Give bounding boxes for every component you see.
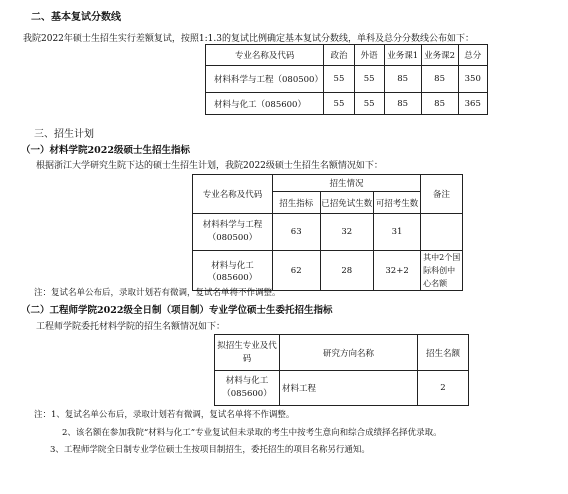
cell-politics: 55 — [324, 93, 354, 115]
cell-total: 350 — [458, 66, 487, 93]
table-row — [193, 214, 463, 251]
col-major: 拟招生专业及代码 — [215, 335, 280, 371]
cutoff-table — [205, 44, 488, 115]
table-row — [215, 371, 469, 406]
cell-quota: 63 — [272, 214, 320, 251]
col-quota: 招生名额 — [418, 335, 469, 371]
table-header-row — [206, 45, 488, 66]
cell-course2: 85 — [421, 93, 458, 115]
entrust-table — [214, 334, 469, 406]
cell-course1: 85 — [384, 93, 421, 115]
entrust-intro: 工程师学院委托材料学院的招生名额情况如下： — [36, 322, 226, 332]
table-row — [206, 66, 488, 93]
cell-major: 材料与化工（085600） — [215, 371, 280, 406]
col-remark: 备注 — [421, 175, 463, 214]
plan-intro: 根据浙江大学研究生院下达的硕士生招生计划，我院2022级硕士生招生名额情况如下： — [36, 161, 383, 171]
cell-total: 365 — [458, 93, 487, 115]
subsection-title-1: （一）材料学院2022级硕士生招生指标 — [21, 145, 190, 156]
col-major: 专业名称及代码 — [193, 175, 273, 214]
section-heading-cutoff: 二、基本复试分数线 — [31, 12, 121, 23]
entrust-note-1: 注：1、复试名单公布后，录取计划若有微调，复试名单将不作调整。 — [34, 410, 295, 420]
col-exempt: 已招免试生数 — [320, 192, 373, 214]
cell-major: 材料与化工（085600） — [193, 251, 273, 291]
cell-direction: 材料工程 — [280, 371, 418, 406]
cell-exam: 32+2 — [373, 251, 420, 291]
table-row — [193, 251, 463, 291]
table-header-row — [215, 335, 469, 371]
col-direction: 研究方向名称 — [280, 335, 418, 371]
col-course2: 业务课2 — [421, 45, 458, 66]
cell-remark — [421, 214, 463, 251]
cell-exempt: 28 — [320, 251, 373, 291]
cell-major: 材料与化工（085600） — [206, 93, 324, 115]
cell-quota: 62 — [272, 251, 320, 291]
cell-course2: 85 — [421, 66, 458, 93]
col-language: 外语 — [354, 45, 384, 66]
cell-major: 材料科学与工程（080500） — [193, 214, 273, 251]
col-politics: 政治 — [324, 45, 354, 66]
quota-table — [192, 174, 463, 291]
cell-politics: 55 — [324, 66, 354, 93]
cell-language: 55 — [354, 66, 384, 93]
plan-note: 注：复试名单公布后，录取计划若有微调，复试名单将不作调整。 — [34, 288, 281, 298]
col-course1: 业务课1 — [384, 45, 421, 66]
table-header-row — [193, 175, 463, 192]
cell-major: 材料科学与工程（080500） — [206, 66, 324, 93]
col-exam: 可招考生数 — [373, 192, 420, 214]
cell-course1: 85 — [384, 66, 421, 93]
subsection-title-2: （二）工程师学院2022级全日制（项目制）专业学位硕士生委托招生指标 — [21, 305, 333, 316]
col-major: 专业名称及代码 — [206, 45, 324, 66]
col-total: 总分 — [458, 45, 487, 66]
cell-exempt: 32 — [320, 214, 373, 251]
section-heading-plan: 三、招生计划 — [34, 129, 94, 140]
cell-quota: 2 — [418, 371, 469, 406]
cell-remark: 其中2个国际科创中心名额 — [421, 251, 463, 291]
cell-exam: 31 — [373, 214, 420, 251]
col-group: 招生情况 — [272, 175, 420, 192]
table-row — [206, 93, 488, 115]
entrust-note-3: 3、工程师学院全日制专业学位硕士生按项目制招生，委托招生的项目名称另行通知。 — [50, 445, 370, 455]
cutoff-intro: 我院2022年硕士生招生实行差额复试，按照1:1.3的复试比例确定基本复试分数线，单科及总分分数线公布如下： — [23, 34, 474, 44]
cell-language: 55 — [354, 93, 384, 115]
col-quota: 招生指标 — [272, 192, 320, 214]
entrust-note-2: 2、该名额在参加我院“材料与化工”专业复试但未录取的考生中按考生意向和综合成绩择名择优录取。 — [62, 428, 442, 438]
